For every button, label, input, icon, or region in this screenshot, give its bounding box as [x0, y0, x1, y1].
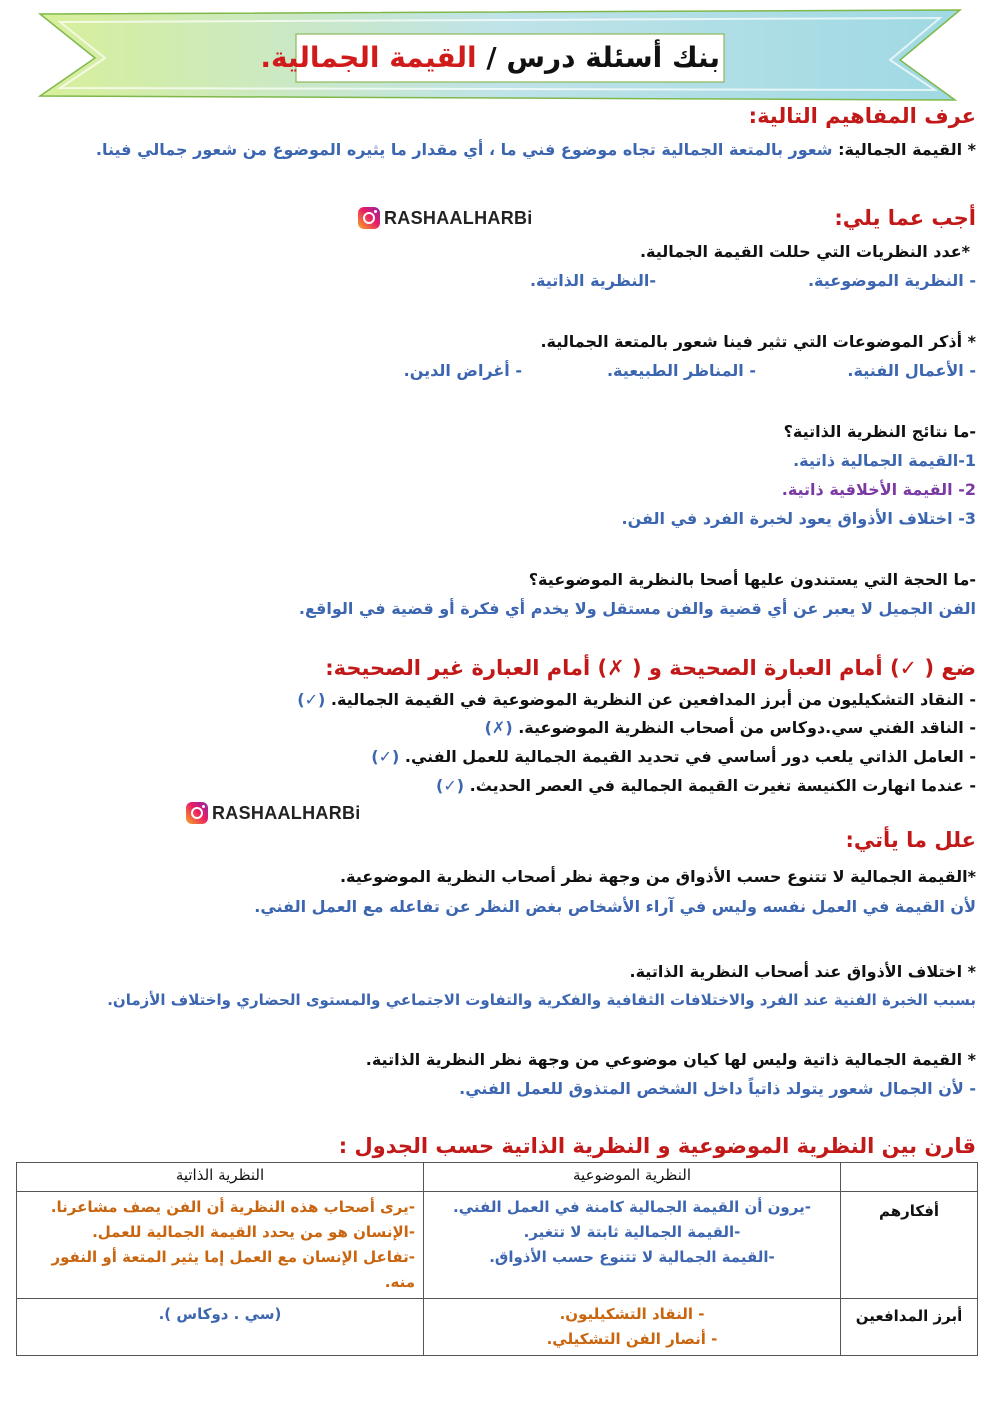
section-justify-heading: علل ما يأتي: [845, 828, 976, 852]
statement-3-text: - العامل الذاتي يلعب دور أساسي في تحديد القيمة الجمالية للعمل الفني. [404, 747, 976, 766]
justify-question-2: * اختلاف الأذواق عند أصحاب النظرية الذاتية. [629, 962, 976, 981]
definition-term: * القيمة الجمالية: [838, 140, 976, 159]
page-title [260, 36, 720, 80]
result-2: 2- القيمة الأخلاقية ذاتية. [781, 480, 976, 499]
watermark-text: RASHAALHARBi [384, 207, 533, 228]
instagram-watermark-2 [186, 801, 361, 825]
table-row [17, 1299, 978, 1356]
instagram-icon-2 [186, 802, 208, 824]
question-topics: * أذكر الموضوعات التي تثير فينا شعور بالمتعة الجمالية. [540, 332, 976, 351]
statement-4-text: - عندما انهارت الكنيسة تغيرت القيمة الجمالية في العصر الحديث. [469, 776, 976, 795]
question-argument: -ما الحجة التي يستندون عليها أصحا بالنظرية الموضوعية؟ [528, 570, 976, 589]
title-part-2: القيمة الجمالية. [260, 41, 477, 74]
section-define-heading: عرف المفاهيم التالية: [748, 104, 976, 128]
row-label-defenders: أبرز المدافعين [841, 1299, 978, 1356]
justify-answer-1: لأن القيمة في العمل نفسه وليس في آراء الأشخاص بغض النظر عن تفاعله مع العمل الفني. [254, 897, 976, 916]
statement-2-mark: (✗) [484, 718, 513, 737]
ideas-subjective-cell [17, 1192, 424, 1299]
defenders-objective-1: - النقاد التشكيليون. [559, 1305, 705, 1323]
comparison-table [16, 1162, 978, 1356]
ideas-subjective-3: -تفاعل الإنسان مع العمل إما يثير المتعة أو النفور منه. [51, 1248, 415, 1291]
section-truefalse-heading: ضع ( ✓) أمام العبارة الصحيحة و ( ✗) أمام العبارة غير الصحيحة: [325, 656, 976, 680]
instagram-icon [358, 207, 380, 229]
answer-artworks: - الأعمال الفنية. [847, 361, 976, 380]
statement-3-mark: (✓) [371, 747, 400, 766]
defenders-objective-2: - أنصار الفن التشكيلي. [546, 1330, 718, 1348]
statement-4-mark: (✓) [436, 776, 465, 795]
statement-1-mark: (✓) [297, 690, 326, 709]
instagram-watermark [358, 206, 533, 230]
table-header-row [17, 1163, 978, 1192]
statement-4 [436, 776, 976, 795]
statement-1 [297, 690, 976, 709]
answer-objective-theory: - النظرية الموضوعية. [807, 271, 976, 290]
result-3: 3- اختلاف الأذواق يعود لخبرة الفرد في الفن. [621, 509, 976, 528]
statement-2-text: - الناقد الفني سي.دوكاس من أصحاب النظرية الموضوعية. [518, 718, 976, 737]
definition-line [96, 140, 976, 159]
ideas-objective-3: -القيمة الجمالية لا تتنوع حسب الأذواق. [489, 1248, 775, 1266]
ideas-objective-1: -يرون أن القيمة الجمالية كامنة في العمل الفني. [453, 1198, 811, 1216]
answer-nature: - المناظر الطبيعية. [606, 361, 756, 380]
statement-2 [485, 718, 976, 737]
ideas-objective-2: -القيمة الجمالية ثابتة لا تتغير. [523, 1223, 741, 1241]
result-1: 1-القيمة الجمالية ذاتية. [793, 451, 976, 470]
statement-3 [371, 747, 976, 766]
answer-argument: الفن الجميل لا يعبر عن أي قضية والفن مستقل ولا يخدم أي فكرة أو قضية في الواقع. [298, 599, 976, 618]
section-answer-heading: أجب عما يلي: [834, 206, 976, 230]
justify-answer-2: بسبب الخبرة الفنية عند الفرد والاختلافات الثقافية والفكرية والتفاوت الاجتماعي والمستوى الحضاري واختلاف الأزمان. [107, 991, 976, 1009]
question-theories: *عدد النظريات التي حللت القيمة الجمالية. [639, 242, 970, 261]
justify-answer-3: - لأن الجمال شعور يتولد ذاتياً داخل الشخص المتذوق للعمل الفني. [459, 1079, 976, 1098]
section-compare-heading: قارن بين النظرية الموضوعية و النظرية الذاتية حسب الجدول : [338, 1134, 976, 1158]
title-part-1: بنك أسئلة درس / [486, 41, 720, 74]
table-row [17, 1192, 978, 1299]
ideas-subjective-2: -الإنسان هو من يحدد القيمة الجمالية للعمل. [92, 1223, 415, 1241]
defenders-objective-cell [424, 1299, 841, 1356]
defenders-subjective-cell [17, 1299, 424, 1356]
watermark-text-2: RASHAALHARBi [212, 802, 361, 823]
row-label-ideas: أفكارهم [841, 1192, 978, 1299]
answer-subjective-theory: -النظرية الذاتية. [529, 271, 656, 290]
statement-1-text: - النقاد التشكيليون من أبرز المدافعين عن النظرية الموضوعية في القيمة الجمالية. [330, 690, 976, 709]
answer-religion: - أغراض الدين. [403, 361, 522, 380]
justify-question-3: * القيمة الجمالية ذاتية وليس لها كيان موضوعي من وجهة نظر النظرية الذاتية. [365, 1050, 976, 1069]
definition-text: شعور بالمتعة الجمالية تجاه موضوع فني ما ، أي مقدار ما يثيره الموضوع من شعور جمالي فينا. [95, 140, 833, 159]
header-empty-cell [841, 1163, 978, 1192]
question-results: -ما نتائج النظرية الذاتية؟ [783, 422, 976, 441]
justify-question-1: *القيمة الجمالية لا تتنوع حسب الأذواق من وجهة نظر أصحاب النظرية الموضوعية. [339, 867, 976, 886]
ideas-subjective-1: -يرى أصحاب هذه النظرية أن الفن يصف مشاعرنا. [50, 1198, 415, 1216]
header-objective: النظرية الموضوعية [424, 1163, 841, 1192]
defenders-subjective: (سي . دوكاس ). [158, 1305, 282, 1323]
header-subjective: النظرية الذاتية [17, 1163, 424, 1192]
ideas-objective-cell [424, 1192, 841, 1299]
